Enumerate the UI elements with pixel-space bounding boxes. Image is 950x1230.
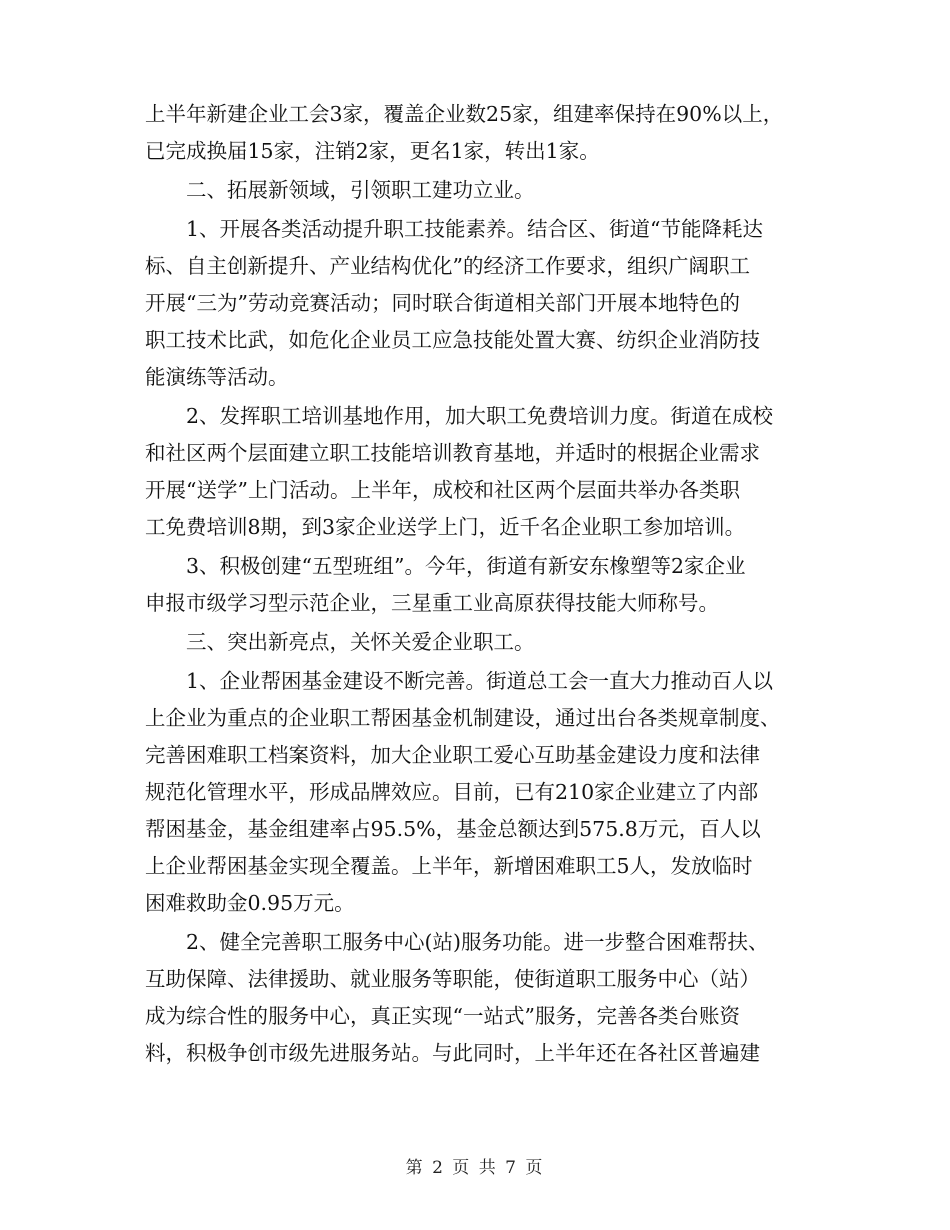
text-line: 互助保障、法律援助、就业服务等职能，使街道职工服务中心（站） [145, 967, 760, 991]
text-line: 2、发挥职工培训基地作用，加大职工免费培训力度。街道在成校 [186, 404, 774, 428]
text-line: 开展“三为”劳动竞赛活动；同时联合街道相关部门开展本地特色的 [145, 291, 740, 315]
text-line: 完善困难职工档案资料，加大企业职工爱心互助基金建设力度和法律 [145, 743, 760, 767]
text-line: 上半年新建企业工会3家，覆盖企业数25家，组建率保持在90%以上， [145, 102, 784, 126]
text-line: 申报市级学习型示范企业，三星重工业高原获得技能大师称号。 [145, 591, 719, 615]
text-line: 工免费培训8期，到3家企业送学上门，近千名企业职工参加培训。 [145, 515, 746, 539]
paragraph-5 [145, 548, 825, 622]
text-line: 职工技术比武，如危化企业员工应急技能处置大赛、纺织企业消防技 [145, 328, 760, 352]
paragraph-1 [145, 96, 825, 170]
text-line: 规范化管理水平，形成品牌效应。目前，已有210家企业建立了内部 [145, 780, 759, 804]
text-line: 和社区两个层面建立职工技能培训教育基地，并适时的根据企业需求 [145, 441, 760, 465]
text-line: 困难救助金0.95万元。 [145, 891, 355, 915]
section-heading-3 [145, 624, 825, 661]
text-line: 帮困基金，基金组建率占95.5%，基金总额达到575.8万元，百人以 [145, 817, 761, 841]
section-heading-2 [145, 172, 825, 209]
text-line: 3、积极创建“五型班组”。今年，街道有新安东橡塑等2家企业 [186, 554, 746, 578]
text-line: 能演练等活动。 [145, 365, 289, 389]
paragraph-3 [145, 211, 825, 396]
text-line: 上企业帮困基金实现全覆盖。上半年，新增困难职工5人，发放临时 [145, 854, 753, 878]
text-line: 料，积极争创市级先进服务站。与此同时，上半年还在各社区普遍建 [145, 1041, 760, 1065]
paragraph-7 [145, 663, 825, 922]
text-line: 1、企业帮困基金建设不断完善。街道总工会一直大力推动百人以 [186, 669, 774, 693]
text-line: 成为综合性的服务中心，真正实现“一站式”服务，完善各类台账资 [145, 1004, 740, 1028]
text-line: 标、自主创新提升、产业结构优化”的经济工作要求，组织广阔职工 [145, 254, 750, 278]
heading-line: 三、突出新亮点，关怀关爱企业职工。 [186, 630, 535, 654]
text-line: 上企业为重点的企业职工帮困基金机制建设，通过出台各类规章制度、 [145, 706, 781, 730]
document-body [145, 96, 825, 1072]
text-line: 已完成换届15家，注销2家，更名1家，转出1家。 [145, 139, 600, 163]
text-line: 2、健全完善职工服务中心(站)服务功能。进一步整合困难帮扶、 [186, 930, 769, 954]
text-line: 1、开展各类活动提升职工技能素养。结合区、街道“节能降耗达 [186, 217, 764, 241]
text-line: 开展“送学”上门活动。上半年，成校和社区两个层面共举办各类职 [145, 478, 740, 502]
paragraph-8 [145, 924, 825, 1072]
paragraph-4 [145, 398, 825, 546]
page-footer: 第 2 页 共 7 页 [405, 1158, 545, 1178]
heading-line: 二、拓展新领域，引领职工建功立业。 [186, 178, 535, 202]
